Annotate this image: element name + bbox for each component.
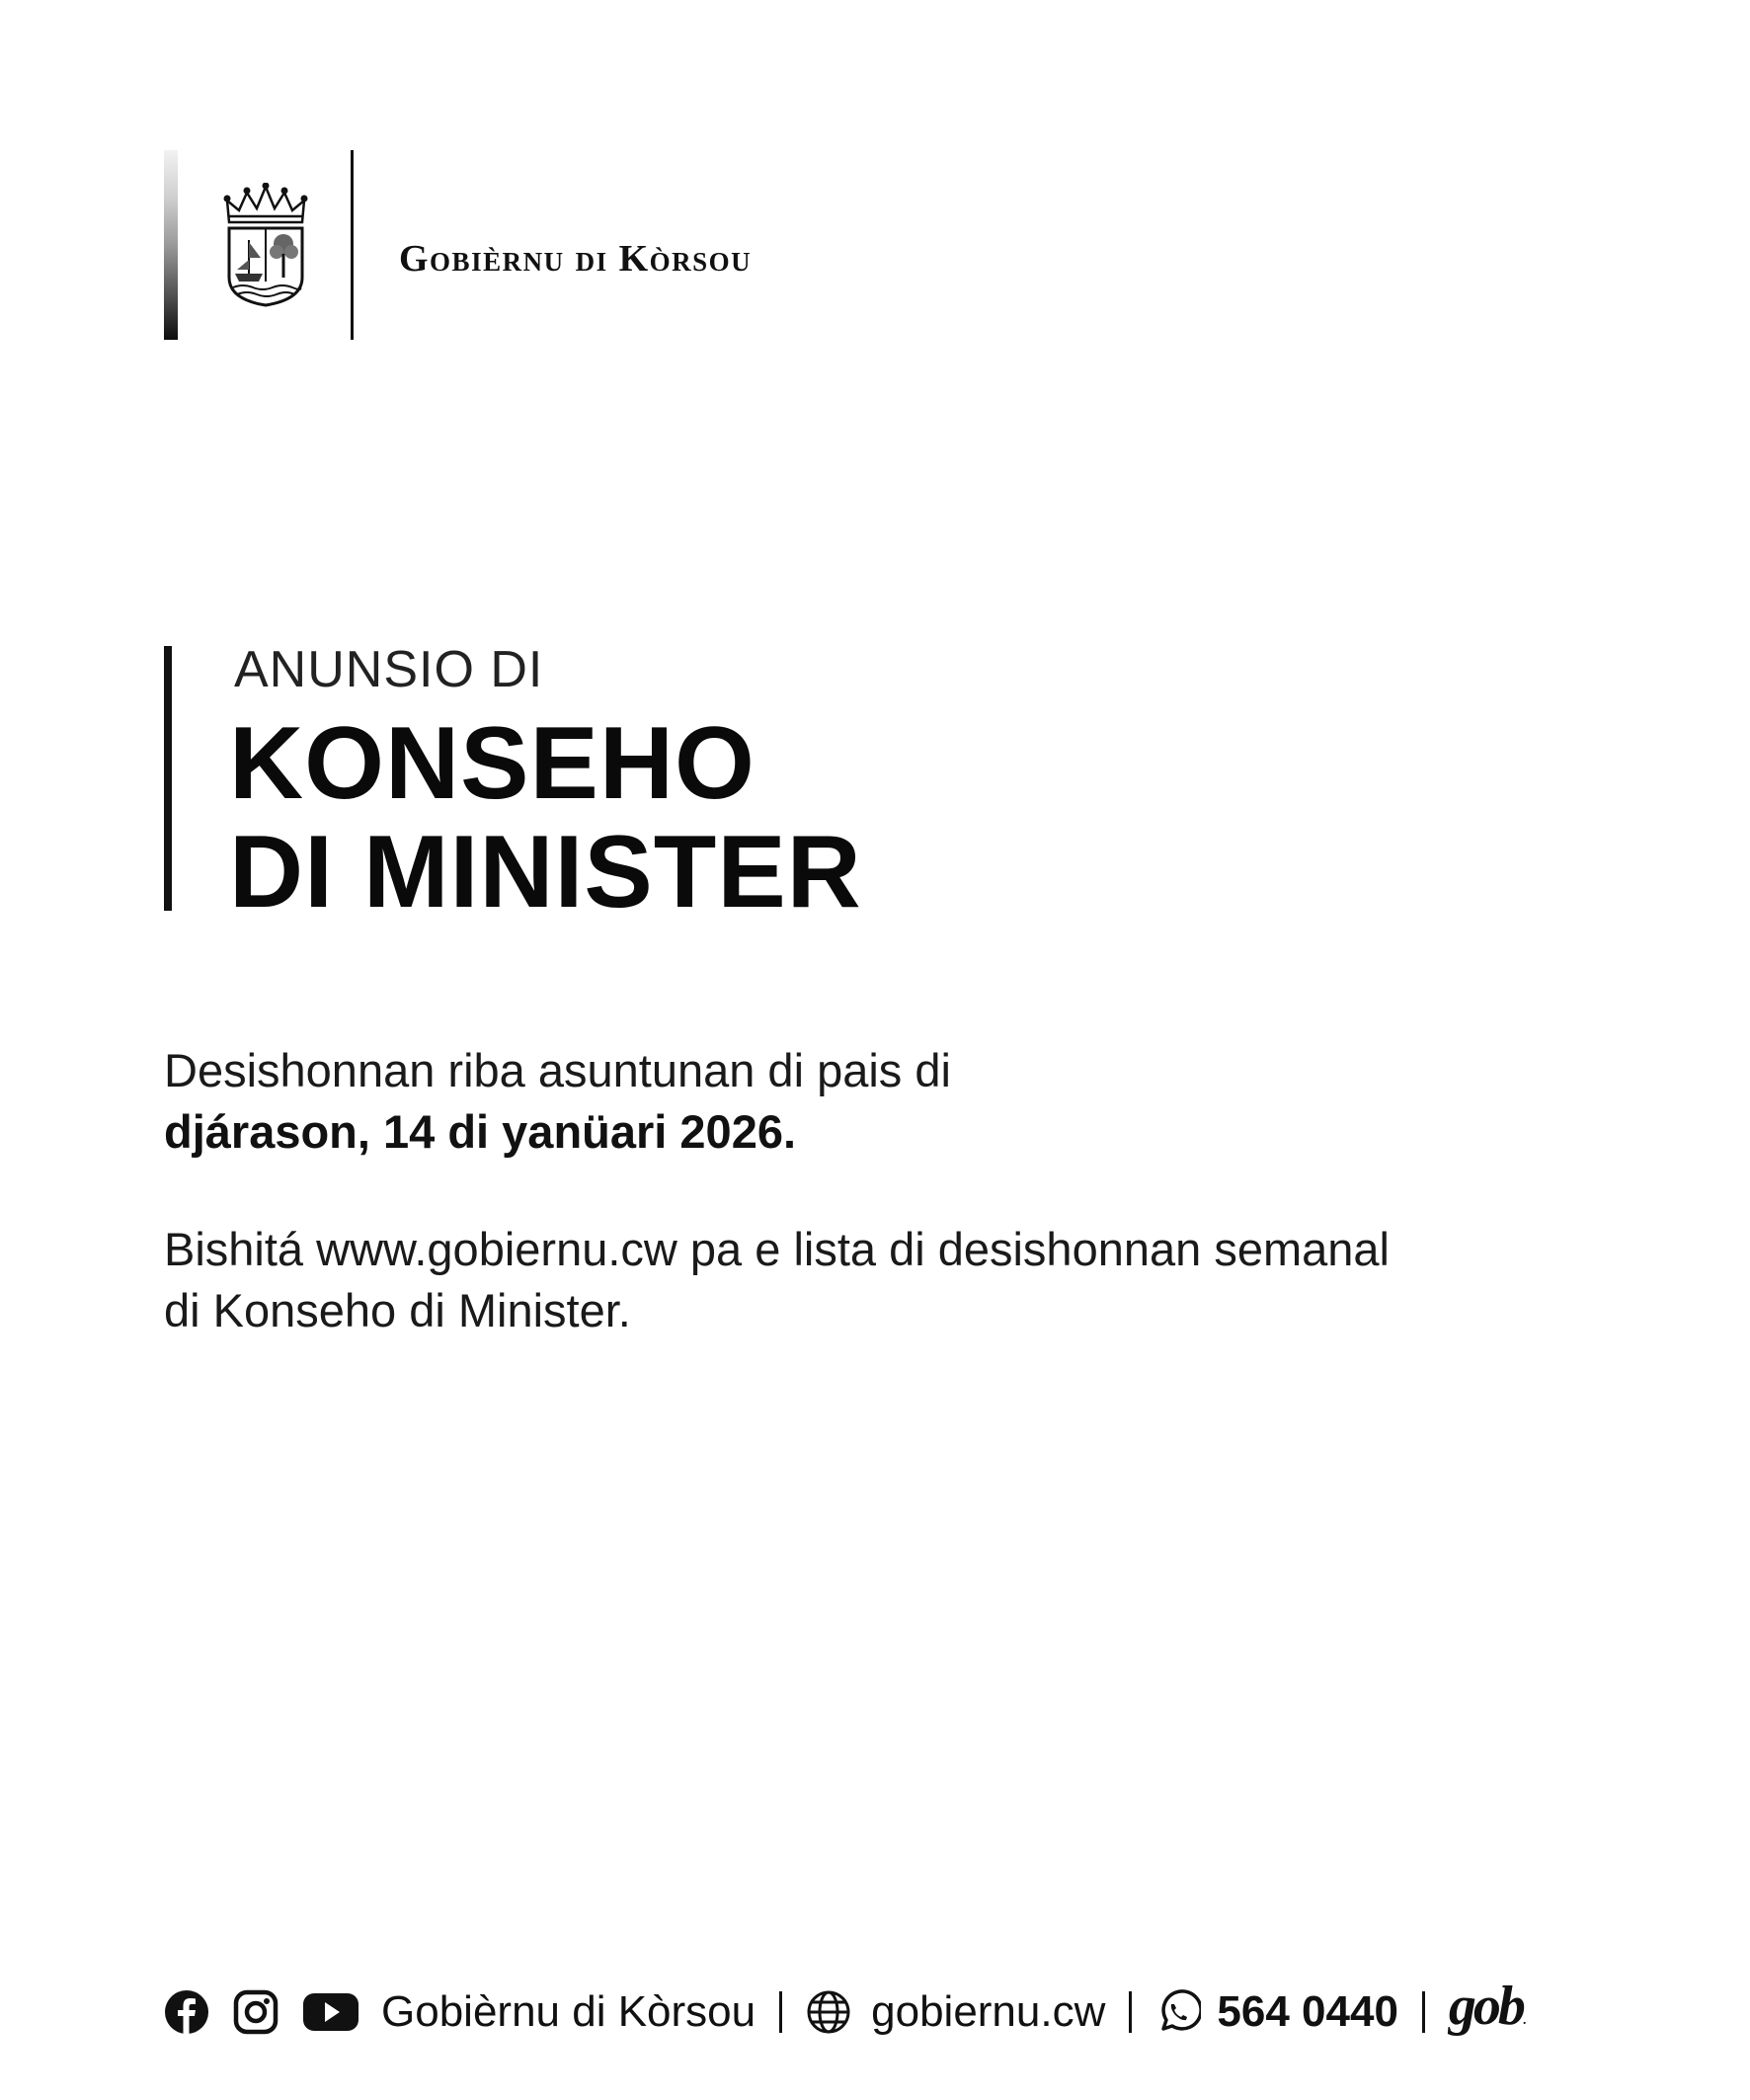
body-line-3: Bishitá www.gobiernu.cw pa e lista di desishonnan semanal	[164, 1223, 1390, 1275]
footer-website-link[interactable]: gobiernu.cw	[871, 1987, 1106, 2036]
whatsapp-icon	[1155, 1989, 1201, 2035]
footer-separator	[1129, 1991, 1132, 2033]
title-accent-rule	[164, 646, 172, 911]
footer-social-name[interactable]: Gobièrnu di Kòrsou	[381, 1987, 756, 2036]
title-kicker: ANUNSIO DI	[234, 641, 544, 698]
instagram-icon[interactable]	[233, 1989, 278, 2035]
page-title	[229, 706, 862, 929]
footer-phone-number[interactable]: 564 0440	[1217, 1987, 1398, 2036]
footer	[164, 1978, 1527, 2047]
footer-separator	[1422, 1991, 1425, 2033]
title-line-2: DI MINISTER	[229, 815, 862, 929]
header-divider	[351, 150, 354, 340]
header-gradient-bar	[164, 150, 178, 340]
coat-of-arms-icon	[223, 183, 308, 307]
organization-name: Gobièrnu di Kòrsou	[399, 238, 753, 280]
body-line-4: di Konseho di Minister.	[164, 1284, 631, 1336]
body-date-line: djárason, 14 di yanüari 2026.	[164, 1105, 797, 1158]
body-line-1: Desishonnan riba asuntunan di pais di	[164, 1044, 951, 1096]
globe-icon	[806, 1989, 851, 2035]
youtube-icon[interactable]	[302, 1990, 359, 2034]
title-line-1: KONSEHO	[229, 706, 756, 821]
gob-logo-text: gob	[1448, 1976, 1523, 2037]
facebook-icon[interactable]	[164, 1989, 209, 2035]
footer-separator	[779, 1991, 782, 2033]
gob-logo: gob.	[1448, 1976, 1528, 2037]
